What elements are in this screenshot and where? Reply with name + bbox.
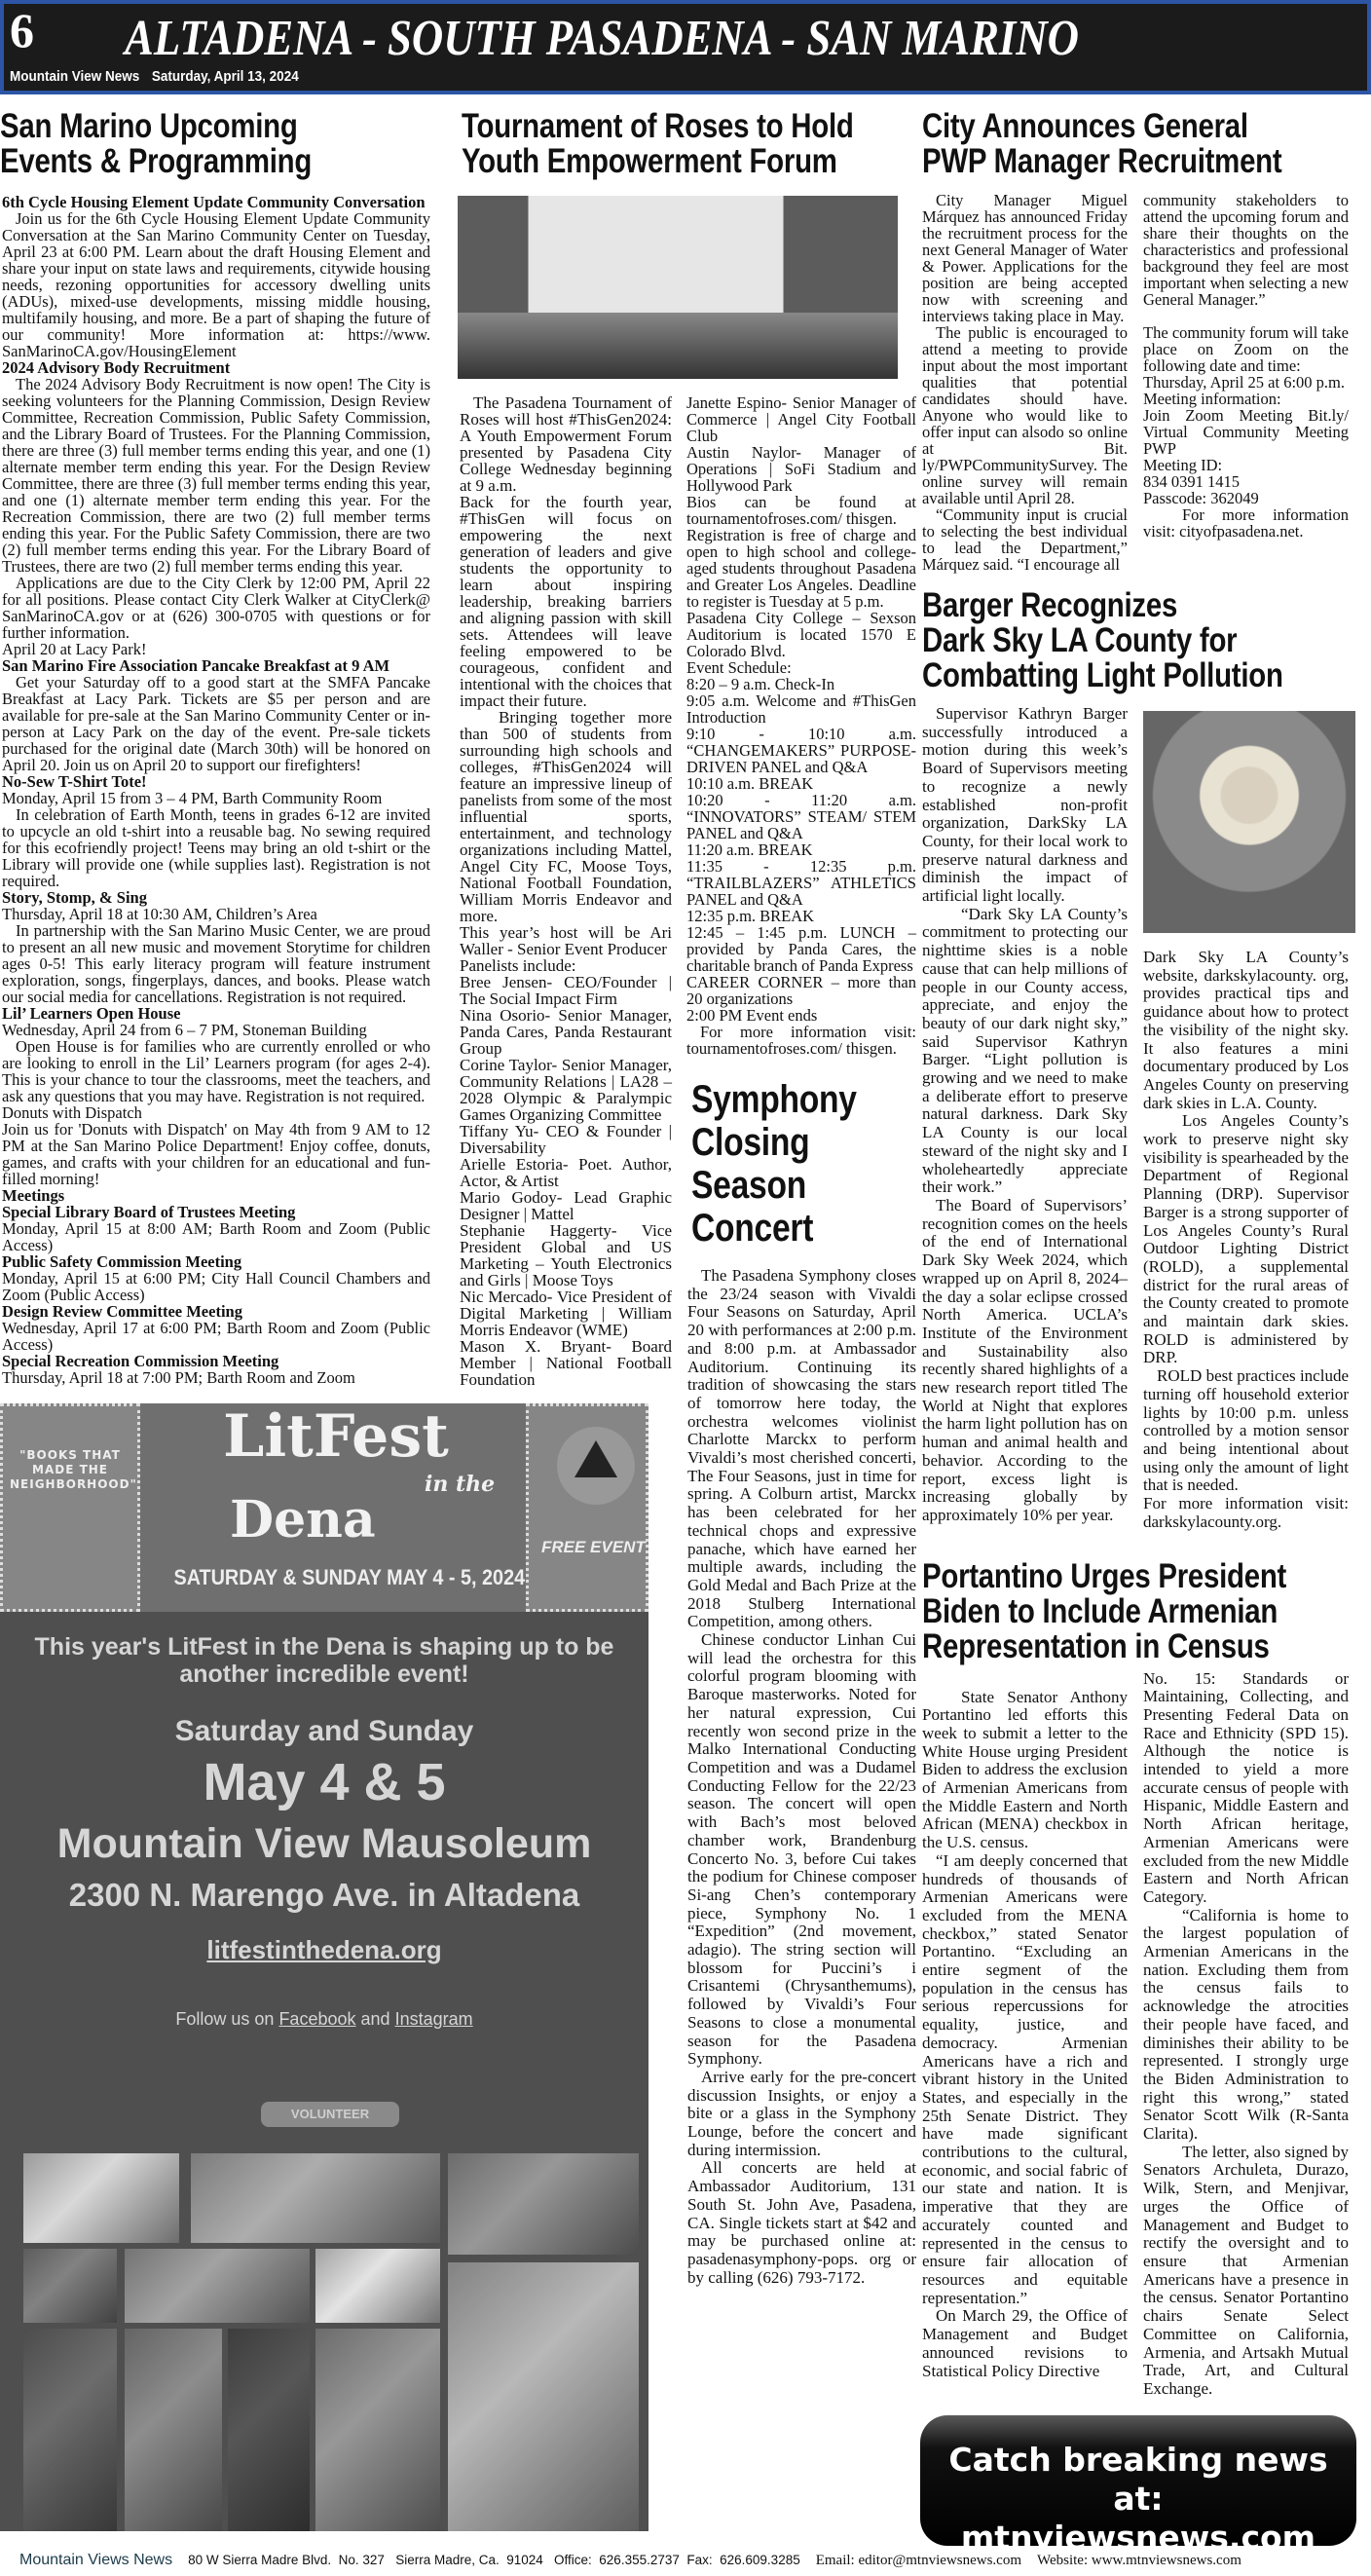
paragraph: The public is encouraged to attend a meeting to provide input about the most important qualities that potential candidates should have. Anyone who would like to offer input can alsodo so online at Bit. ly/PWPCommunitySurvey. The online survey will remain available until April 28.: [922, 323, 1128, 507]
collage-photo: [125, 2249, 310, 2323]
paragraph: Nic Mercado- Vice President of Digital Marketing | William Morris Endeavor (WME): [460, 1288, 672, 1339]
forum-panel-photo: [458, 196, 898, 379]
column-right: [922, 107, 1356, 2557]
litfest-advertisement: [0, 1403, 648, 2531]
paragraph: State Senator Anthony Portantino led efforts this week to submit a letter to the White House urging President Biden to address the exclusion of Armenian Americans from the Middle Eastern and North African (MENA) checkbox in the U.S. census.: [922, 1687, 1128, 1852]
ad-address: 2300 N. Marengo Ave. in Altadena: [68, 1877, 580, 1913]
ad-website-link[interactable]: litfestinthedena.org: [206, 1935, 442, 1964]
section-heading: Story, Stomp, & Sing: [2, 888, 147, 907]
headline-pwp: [922, 109, 1287, 183]
paragraph: Registration is free of charge and open to high school and college-aged students throughout Pasadena and Greater Los Angeles. Deadline to register is Tuesday at 5 p.m.: [686, 526, 916, 611]
paragraph: 12:35 p.m. BREAK: [686, 907, 815, 925]
article-pwp-body-right: [1143, 192, 1349, 540]
ad-logo-badge-icon: [557, 1427, 635, 1505]
masthead: [0, 0, 1371, 94]
ad-follow-line: [0, 2009, 648, 2030]
facebook-link[interactable]: Facebook: [278, 2009, 356, 2029]
page-footer: [0, 2552, 1371, 2576]
paragraph: “Dark Sky LA County’s commitment to protecting our nighttime skies is a noble cause that can help millions of people in our County access, appreciate, and enjoy the beauty of our dark night sky,” said Supervisor Kathryn Barger. “Light pollution is growing and we need to make a deliberate effort to preserve natural darkness. Dark Sky LA County is our local steward of the night sky and I wholeheartedly appreciate their work.”: [922, 904, 1128, 1197]
headline-barger: [922, 588, 1287, 693]
headline-line: Events & Programming: [0, 142, 313, 180]
section-heading: Public Safety Commission Meeting: [2, 1252, 242, 1271]
paragraph: For more information visit: darkskylacounty.org.: [1143, 1494, 1349, 1531]
article-tournament-body-right: [686, 394, 916, 1057]
section-heading: 6th Cycle Housing Element Update Community Conversation: [2, 193, 426, 211]
paragraph: Open House is for families who are currently enrolled or who are looking to enroll in the Lil’ Learners program (for ages 2-4). This is your chance to tour the classrooms, meet the teachers, and ask any questions that you may have. Registration is not required.: [2, 1037, 430, 1105]
paragraph: 2:00 PM Event ends: [686, 1006, 818, 1025]
paragraph: Austin Naylor- Manager of Operations | SoFi Stadium and Hollywood Park: [686, 443, 916, 495]
collage-photo: [315, 2329, 440, 2531]
paragraph: Corine Taylor- Senior Manager, Community Relations | LA28 – 2028 Olympic & Paralympic Games Organizing Committee: [460, 1056, 672, 1124]
paragraph: 9:05 a.m. Welcome and #ThisGen Introduction: [686, 691, 916, 727]
section-heading: Special Recreation Commission Meeting: [2, 1352, 279, 1370]
paragraph: Join us for 'Donuts with Dispatch' on May 4th from 9 AM to 12 PM at the San Marino Police Department! Enjoy coffee, donuts, games, and crafts with your children for an educational and fun-filled morning!: [2, 1120, 430, 1188]
paragraph: City Manager Miguel Márquez has announced Friday the recruitment process for the next General Manager of Water & Power. Applications for the position are being accepted now with screening and interviews taking place in May.: [922, 191, 1128, 325]
article-san-marino-body: [2, 194, 430, 1386]
headline-line: Symphony: [691, 1078, 857, 1121]
section-heading: San Marino Fire Association Pancake Breakfast at 9 AM: [2, 656, 390, 675]
headline-line: Portantino Urges President: [922, 1556, 1287, 1595]
paragraph: Event Schedule:: [686, 658, 792, 677]
paragraph: Chinese conductor Linhan Cui will lead the orchestra for this colorful program blooming with Baroque masterworks. Noted for her natural expression, Cui recently won second prize in the Malko International Conducting Competition and was a Dudamel Conducting Fellow for the 22/23 season. The concert will open with Bach’s most beloved chamber work, Brandenburg Concerto No. 3, before Cui takes the podium for Chinese composer Si-ang Chen’s contemporary piece, Symphony No. 1 “Expedition” (2nd movement, adagio). The string section will blossom for Puccini’s i Crisantemi (Chrysanthemums), followed by Vivaldi’s Four Seasons to close a monumental season for the Pasadena Symphony.: [687, 1630, 916, 2069]
collage-photo: [315, 2249, 440, 2323]
ad-logo-mid: in the: [425, 1472, 496, 1497]
spacer: [1143, 308, 1349, 324]
headline-symphony: [691, 1078, 880, 1250]
headline-line: Tournament of Roses to Hold: [462, 107, 854, 145]
headline-line: Representation in Census: [922, 1626, 1270, 1665]
footer-address: 80 W Sierra Madre Blvd. No. 327 Sierra Madre, Ca. 91024 Office: 626.355.2737 Fax: 626.609.3285: [188, 2553, 800, 2567]
paragraph: The letter, also signed by Senators Archuleta, Durazo, Wilk, Stern, and Menjivar, urges the Office of Management and Budget to rectify the oversight and to ensure that Armenian Americans have a presence in the census. Senator Portantino chairs Senate Select Committee on California, Armenia, and Artsakh Mutual Trade, Art, and Cultural Exchange.: [1143, 2142, 1349, 2398]
paragraph: Bios can be found at tournamentofroses.com/ thisgen.: [686, 493, 916, 528]
ad-logo-dena: Dena: [230, 1490, 376, 1549]
article-pwp-body-left: [922, 192, 1128, 573]
paragraph: 10:20 - 11:20 a.m. “INNOVATORS” STEAM/ STEM PANEL and Q&A: [686, 791, 916, 842]
paragraph: Thursday, April 25 at 6:00 p.m.: [1143, 373, 1345, 392]
collage-photo: [191, 2153, 440, 2243]
paragraph: Meeting ID:: [1143, 456, 1223, 474]
paragraph: The Pasadena Symphony closes the 23/24 season with Vivaldi Four Seasons on Saturday, April 20 with performances at 2:00 p.m. and 8:00 p.m. at Ambassador Auditorium. Continuing its tradition of showcasing the stars of tomorrow here today, the orchestra welcomes violinist Charlotte Marckx to perform Vivaldi’s most cherished concerti, The Four Seasons, just in time for spring. A Colburn artist, Marckx has been celebrated for her technical chops and expressive panache, which have earned her multiple awards, including the Gold Medal and Bach Prize at the 2018 Stulberg International Competition, among others.: [687, 1266, 916, 1631]
collage-photo: [448, 2153, 639, 2255]
paragraph: In partnership with the San Marino Music Center, we are proud to present an all new music and movement Storytime for children ages 0-5! This early literacy program will feature instrument exploration, songs, fingerplays, dances, and books. Please watch our social media for cancellations. Registration is not required.: [2, 921, 430, 1006]
headline-line: PWP Manager Recruitment: [922, 142, 1282, 180]
paper-name: Mountain View News: [10, 68, 140, 85]
paragraph: Panelists include:: [460, 956, 576, 975]
promo-line: Catch breaking news at:: [948, 2441, 1328, 2518]
paragraph: Wednesday, April 24 from 6 – 7 PM, Stoneman Building: [2, 1021, 367, 1039]
ad-intro: This year's LitFest in the Dena is shaping up to be another incredible event!: [34, 1633, 614, 1688]
headline-portantino: [922, 1556, 1287, 1665]
paragraph: April 20 at Lacy Park!: [2, 640, 147, 658]
footer-website[interactable]: Website: www.mtnviewsnews.com: [1037, 2553, 1241, 2568]
issue-date: Saturday, April 13, 2024: [151, 68, 299, 85]
instagram-link[interactable]: Instagram: [394, 2009, 473, 2029]
paragraph: Get your Saturday off to a good start at the SMFA Pancake Breakfast at Lacy Park. Tickets are $5 per person and are available for pre-sale at the San Marino Community Center or in-person at Lacy Park on the day of the event. Pre-sale tickets purchased for the original date (March 30th) will be honored on April 20. Join us on April 20 to support our firefighters!: [2, 673, 430, 774]
paragraph: Back for the fourth year, #ThisGen will focus on empowering the next generation of leaders and give students the opportunity to learn about inspiring leadership, breaking barriers and aligning passion with skill sets. Attendees will leave feeling empowered to be courageous, confident and intentional with the choices that impact their future.: [460, 493, 672, 710]
collage-photo: [23, 2329, 117, 2531]
paragraph: The Board of Supervisors’ recognition comes on the heels of the end of International Dark Sky Week 2024, which wrapped up on April 8, 2024–the day a solar eclipse crossed North America. UCLA’s Institute of the Environment and Sustainability also recently shared highlights of a new research report titled The World at Night that explores the harm light pollution has on human and animal health and behavior. According to the report, excess light is increasing globally by approximately 10% per year.: [922, 1195, 1128, 1524]
paragraph: No. 15: Standards or Maintaining, Collecting, and Presenting Federal Data on Race and Ethnicity (SPD 15). Although the notice is intended to yield a more accurate census of people with Hispanic, Middle Eastern and North African heritage, Armenian Americans were excluded from the new Middle Eastern and North African Category.: [1143, 1668, 1349, 1906]
section-heading: Meetings: [2, 1186, 65, 1205]
promo-website: mtnviewsnews.com: [960, 2519, 1316, 2557]
article-pwp-body: [922, 192, 1356, 573]
collage-photo: [23, 2249, 117, 2323]
page-number: 6: [10, 3, 34, 57]
section-heading: Lil’ Learners Open House: [2, 1004, 181, 1023]
paragraph: The community forum will take place on Zoom on the following date and time:: [1143, 323, 1349, 375]
paragraph: Join us for the 6th Cycle Housing Element Update Community Conversation at the San Marino Community Center on Tuesday, April 23 at 6:00 PM. Learn about the draft Housing Element and share your input on state laws and requirements, citywide housing needs, rezoning opportunities for accessory dwelling units (ADUs), mixed-use developments, missing middle housing, multifamily housing, and more. Be a part of shaping the future of our community! More information at: https://www. SanMarinoCA.gov/HousingElement: [2, 209, 430, 360]
follow-and: and: [360, 2009, 390, 2029]
paragraph: Stephanie Haggerty- Vice President Global and US Marketing – Youth Electronics and Girls | Moose Toys: [460, 1221, 672, 1289]
paragraph: Supervisor Kathryn Barger successfully introduced a motion during this week’s Board of Supervisors meeting to recognize a newly established non-profit organization, DarkSky LA County, for their local work to preserve natural darkness and diminish the impact of artificial light locally.: [922, 704, 1128, 906]
article-portantino-body-right: [1143, 1670, 1349, 2399]
paragraph: Meeting information:: [1143, 390, 1281, 408]
paragraph: Bringing together more than 500 of students from surrounding high schools and colleges, #ThisGen2024 will feature an impressive lineup of panelists from some of the most influential sports, entertainment, and technology organizations including Mattel, Angel City FC, Moose Toys, National Football Foundation, William Morris Endeavor and more.: [460, 708, 672, 925]
breaking-news-promo[interactable]: [920, 2415, 1356, 2557]
paragraph: Los Angeles County’s work to preserve night sky visibility is spearheaded by the Department of Regional Planning (DRP). Supervisor Barger is a strong supporter of Los Angeles County’s Rural Outdoor Lighting District (ROLD), a supplemental district for the rural areas of the County created to promote and maintain dark skies. ROLD is administered by DRP.: [1143, 1111, 1349, 1367]
paragraph: 9:10 - 10:10 a.m. “CHANGEMAKERS” PURPOSE-DRIVEN PANEL and Q&A: [686, 725, 916, 776]
paragraph: 11:35 - 12:35 p.m. “TRAILBLAZERS” ATHLETICS PANEL and Q&A: [686, 857, 916, 909]
collage-photo: [228, 2329, 310, 2531]
ad-date-big: May 4 & 5: [203, 1753, 446, 1811]
paragraph: Donuts with Dispatch: [2, 1103, 142, 1122]
paragraph: 10:10 a.m. BREAK: [686, 774, 814, 793]
paragraph: 11:20 a.m. BREAK: [686, 840, 813, 859]
paragraph: All concerts are held at Ambassador Auditorium, 131 South St. John Ave, Pasadena, CA. Single tickets start at $42 and may be purchased online at: pasadenasymphony-pops. org or by calling (626) 793-7172.: [687, 2158, 916, 2287]
paragraph: “California is home to the largest population of Armenian Americans in the nation. Excluding them from the census fails to acknowledge the atrocities their people have faced, and diminishes their ability to be represented. I strongly urge the Biden Administration to right this wrong,” stated Senator Scott Wilk (R-Santa Clarita).: [1143, 1905, 1349, 2144]
paragraph: The Pasadena Tournament of Roses will host #ThisGen2024: A Youth Empowerment Forum presented by Pasadena City College Wednesday beginning at 9 a.m.: [460, 393, 672, 495]
headline-line: Season: [691, 1164, 807, 1207]
kathryn-barger-portrait: [1143, 711, 1355, 933]
paragraph: This year’s host will be Ari Waller - Senior Event Producer: [460, 923, 672, 958]
article-portantino-body-left: [922, 1689, 1128, 2381]
headline-line: City Announces General: [922, 107, 1248, 145]
column-tournament-symphony: [686, 394, 916, 2287]
headline-san-marino: [0, 109, 376, 183]
ad-free-event: FREE EVENT: [541, 1538, 646, 1556]
paragraph: Pasadena City College – Sexson Auditorium is located 1570 E Colorado Blvd.: [686, 609, 916, 660]
headline-line: Concert: [691, 1207, 814, 1250]
ad-venue: Mountain View Mausoleum: [56, 1820, 592, 1867]
article-symphony-body: [687, 1267, 916, 2287]
paragraph: Mario Godoy- Lead Graphic Designer | Mattel: [460, 1188, 672, 1223]
paragraph: Wednesday, April 17 at 6:00 PM; Barth Room and Zoom (Public Access): [2, 1319, 430, 1354]
ad-days: Saturday and Sunday: [174, 1715, 474, 1747]
article-portantino-body: [922, 1670, 1356, 2399]
headline-line: Biden to Include Armenian: [922, 1591, 1278, 1630]
paragraph: 8:20 – 9 a.m. Check-In: [686, 675, 835, 693]
footer-email[interactable]: Email: editor@mtnviewsnews.com: [815, 2553, 1021, 2568]
article-barger-body: [922, 705, 1356, 1532]
headline-line: Youth Empowerment Forum: [462, 142, 837, 180]
ad-dates: SATURDAY & SUNDAY MAY 4 - 5, 2024: [173, 1565, 526, 1589]
paragraph: Monday, April 15 at 6:00 PM; City Hall Council Chambers and Zoom (Public Access): [2, 1269, 430, 1304]
ad-tagline: "BOOKS THAT MADE THE NEIGHBORHOOD": [10, 1448, 137, 1491]
footer-paper-name: Mountain Views News: [19, 2552, 173, 2568]
paragraph: Dark Sky LA County’s website, darkskylacounty. org, provides practical tips and guidance about how to protect the visibility of the night sky. It also features a mini documentary produced by Los Angeles County on preserving dark skies in L.A. County.: [1143, 948, 1349, 1112]
paragraph: Arrive early for the pre-concert discussion Insights, or enjoy a bite or a glass in the Symphony Lounge, before the concert and during intermission.: [687, 2067, 916, 2159]
volunteer-button[interactable]: VOLUNTEER: [261, 2102, 399, 2127]
article-barger-body-left: [922, 705, 1128, 1525]
article-barger-body-right: [1143, 949, 1349, 1532]
headline-line: Closing: [691, 1121, 810, 1164]
paragraph: Bree Jensen- CEO/Founder | The Social Impact Firm: [460, 973, 672, 1008]
paragraph: ROLD best practices include turning off household exterior lights by 10:00 p.m. unless controlled by a motion sensor and being intentional about using only the amount of light that is needed.: [1143, 1366, 1349, 1495]
ad-photo-collage: [23, 2153, 643, 2531]
ad-banner: [0, 1403, 648, 1612]
section-heading: No-Sew T-Shirt Tote!: [2, 772, 147, 791]
paragraph: For more information visit: cityofpasadena.net.: [1143, 505, 1349, 541]
paragraph: Mason X. Bryant- Board Member | National Football Foundation: [460, 1337, 672, 1389]
follow-prefix: Follow us on: [175, 2009, 275, 2029]
paragraph: The 2024 Advisory Body Recruitment is now open! The City is seeking volunteers for the Planning Commission, Design Review Committee, Recreation Commission, Public Safety Commission, and the Library Board of Trustees. For the Planning Commission, there are three (3) full member terms ending this year, and one (1) alternate member term ending this year. For the Design Review Committee, there are three (3) full member terms ending this year, and one (1) alternate member term ending this year. For the Recreation Commission, there are two (2) full member terms ending this year. For the Public Safety Commission, there are two (2) full member terms ending this year. For the Library Board of Trustees, there are two (2) full member terms ending this year.: [2, 375, 430, 576]
paragraph: Thursday, April 18 at 7:00 PM; Barth Room and Zoom: [2, 1368, 355, 1387]
paragraph: 12:45 – 1:45 p.m. LUNCH – provided by Panda Cares, the charitable branch of Panda Express: [686, 923, 916, 975]
collage-photo: [23, 2153, 179, 2243]
paragraph: community stakeholders to attend the upcoming forum and share their thoughts on the characteristics and professional background they feel are most important when selecting a new General Manager.”: [1143, 191, 1349, 309]
paragraph: Nina Osorio- Senior Manager, Panda Cares, Panda Restaurant Group: [460, 1006, 672, 1058]
paragraph: “Community input is crucial to selecting the best individual to lead the Department,” Márquez said. “I encourage all: [922, 505, 1128, 574]
paragraph: Tiffany Yu- CEO & Founder | Diversability: [460, 1122, 672, 1157]
ad-logo-title: LitFest: [223, 1403, 449, 1471]
paragraph: Join Zoom Meeting Bit.ly/ Virtual Community Meeting PWP: [1143, 406, 1349, 458]
paragraph: For more information visit: tournamentofroses.com/ thisgen.: [686, 1023, 916, 1058]
headline-line: Dark Sky LA County for: [922, 621, 1238, 659]
paragraph: “I am deeply concerned that hundreds of thousands of Armenian Americans were excluded from the MENA checkbox,” stated Senator Portantino. “Excluding an entire segment of the population in the census has serious repercussions for equality, justice, and democracy. Armenian Americans have a rich and vibrant history in the United States, and especially in the 25th Senate District. They have made significant contributions to the cultural, economic, and social fabric of our state and nation. It is imperative that they are accurately counted and represented in the census to ensure fair allocation of resources and equitable representation.”: [922, 1850, 1128, 2307]
headline-line: Combatting Light Pollution: [922, 656, 1283, 694]
paragraph: In celebration of Earth Month, teens in grades 6-12 are invited to upcycle an old t-shirt into a reusable bag. No sewing required for this ecofriendly project! Teens may bring an old t-shirt or the Library will provide one (while supplies last). Registration is not required.: [2, 805, 430, 890]
paragraph: CAREER CORNER – more than 20 organizations: [686, 973, 916, 1008]
paragraph: Applications are due to the City Clerk by 12:00 PM, April 22 for all positions. Please contact City Clerk Walker at CityClerk@ SanMarinoCA.gov or at (626) 300-0705 with questions or for further information.: [2, 574, 430, 642]
paragraph: On March 29, the Office of Management and Budget announced revisions to Statistical Policy Directive: [922, 2306, 1128, 2380]
headline-line: Barger Recognizes: [922, 586, 1178, 624]
paragraph: Thursday, April 18 at 10:30 AM, Children’s Area: [2, 905, 317, 923]
collage-photo: [125, 2329, 222, 2531]
paragraph: Monday, April 15 from 3 – 4 PM, Barth Community Room: [2, 789, 383, 807]
headline-tournament: [462, 109, 854, 179]
article-tournament-body-left: [460, 394, 672, 1388]
section-heading: 2024 Advisory Body Recruitment: [2, 358, 231, 377]
paragraph: 834 0391 1415: [1143, 472, 1240, 491]
collage-photo: [448, 2262, 639, 2531]
paragraph: Janette Espino- Senior Manager of Commerce | Angel City Football Club: [686, 393, 916, 445]
headline-line: San Marino Upcoming: [0, 107, 298, 145]
paragraph: Passcode: 362049: [1143, 489, 1259, 507]
section-title: ALTADENA - SOUTH PASADENA - SAN MARINO: [125, 11, 1079, 66]
paragraph: Monday, April 15 at 8:00 AM; Barth Room and Zoom (Public Access): [2, 1219, 430, 1254]
masthead-subline: [10, 68, 311, 85]
section-heading: Special Library Board of Trustees Meeting: [2, 1203, 296, 1221]
paragraph: Arielle Estoria- Poet. Author, Actor, & Artist: [460, 1155, 672, 1190]
section-heading: Design Review Committee Meeting: [2, 1302, 242, 1321]
